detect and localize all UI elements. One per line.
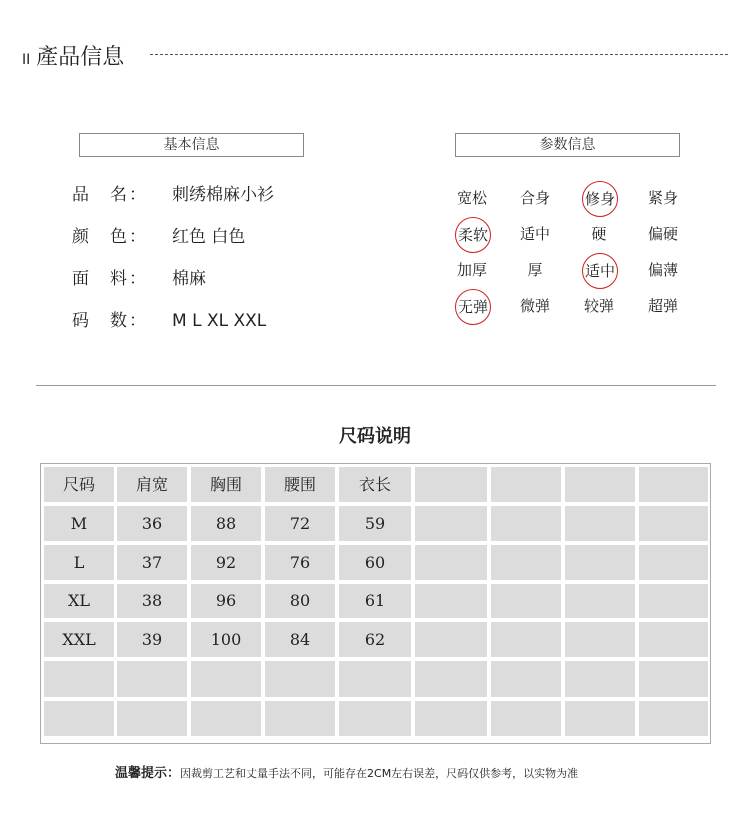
table-cell [491,584,561,618]
table-header-cell: 衣长 [339,467,411,502]
table-header-cell [565,467,635,502]
param-option-selected: 修身 [582,181,618,217]
param-option: 偏硬 [647,225,678,243]
table-cell: 80 [265,584,335,618]
table-header-cell: 肩宽 [117,467,187,502]
param-info-header: 参数信息 [455,133,680,157]
table-cell [265,701,335,736]
basic-info-row [72,180,274,205]
table-cell: 100 [191,622,261,657]
param-option-selected: 适中 [582,253,618,289]
table-cell [565,584,635,618]
table-cell: 61 [339,584,411,618]
table-cell [565,622,635,657]
table-cell [415,622,487,657]
param-option: 加厚 [456,261,487,279]
basic-info-row [72,306,266,331]
table-cell [415,584,487,618]
table-cell [117,661,187,697]
table-cell: 96 [191,584,261,618]
table-cell [639,661,708,697]
table-cell: 62 [339,622,411,657]
table-cell: XXL [44,622,114,657]
section-title: II 產品信息 [22,45,125,70]
table-cell [491,506,561,541]
table-cell [491,545,561,580]
basic-info-row [72,222,245,247]
table-cell: XL [44,584,114,618]
table-cell [639,584,708,618]
info-label: 面 料： [72,269,148,289]
table-cell [491,661,561,697]
info-label: 品 名： [72,185,148,205]
param-option-selected: 柔软 [455,217,491,253]
size-table [40,463,711,744]
basic-info-header: 基本信息 [79,133,304,157]
table-cell: 60 [339,545,411,580]
table-cell [44,701,114,736]
table-cell [491,701,561,736]
table-cell [44,661,114,697]
info-value: 棉麻 [172,269,206,289]
size-chart-title: 尺码说明 [339,426,411,447]
table-cell: 59 [339,506,411,541]
table-cell: 39 [117,622,187,657]
table-cell [565,701,635,736]
table-cell [339,661,411,697]
table-cell [639,622,708,657]
param-option: 合身 [519,189,550,207]
info-value: 红色 白色 [172,227,246,247]
table-header-cell: 胸围 [191,467,261,502]
table-cell [191,701,261,736]
param-option: 厚 [527,261,543,279]
table-cell: L [44,545,114,580]
table-cell: 36 [117,506,187,541]
table-cell [565,661,635,697]
info-value: M L XL XXL [172,311,267,331]
info-label: 码 数： [72,311,148,331]
table-cell: 92 [191,545,261,580]
table-cell: M [44,506,114,541]
table-cell: 38 [117,584,187,618]
table-header-cell [415,467,487,502]
table-cell [639,701,708,736]
table-cell [415,661,487,697]
table-cell [415,545,487,580]
table-header-cell [639,467,708,502]
param-option: 微弹 [519,297,550,315]
table-cell: 76 [265,545,335,580]
table-cell: 72 [265,506,335,541]
param-option: 宽松 [456,189,487,207]
table-cell: 37 [117,545,187,580]
table-cell [117,701,187,736]
divider [36,385,716,386]
info-value: 刺绣棉麻小衫 [172,185,274,205]
param-option: 超弹 [647,297,678,315]
table-cell [565,506,635,541]
table-header-cell [491,467,561,502]
param-option: 适中 [519,225,550,243]
note: 温馨提示：因裁剪工艺和丈量手法不同，可能存在2CM左右误差，尺码仅供参考，以实物为准 [115,766,579,781]
info-label: 颜 色： [72,227,148,247]
table-cell: 84 [265,622,335,657]
param-option: 硬 [591,225,607,243]
table-cell [191,661,261,697]
table-cell [265,661,335,697]
dashed-divider [150,54,728,55]
param-option: 紧身 [647,189,678,207]
table-cell [565,545,635,580]
table-header-cell: 腰围 [265,467,335,502]
table-cell [415,701,487,736]
table-cell [639,506,708,541]
param-option: 偏薄 [647,261,678,279]
table-cell [415,506,487,541]
table-cell: 88 [191,506,261,541]
table-cell [639,545,708,580]
basic-info-row [72,264,206,289]
table-cell [491,622,561,657]
table-header-cell: 尺码 [44,467,114,502]
table-cell [339,701,411,736]
param-option: 较弹 [583,297,614,315]
param-option-selected: 无弹 [455,289,491,325]
